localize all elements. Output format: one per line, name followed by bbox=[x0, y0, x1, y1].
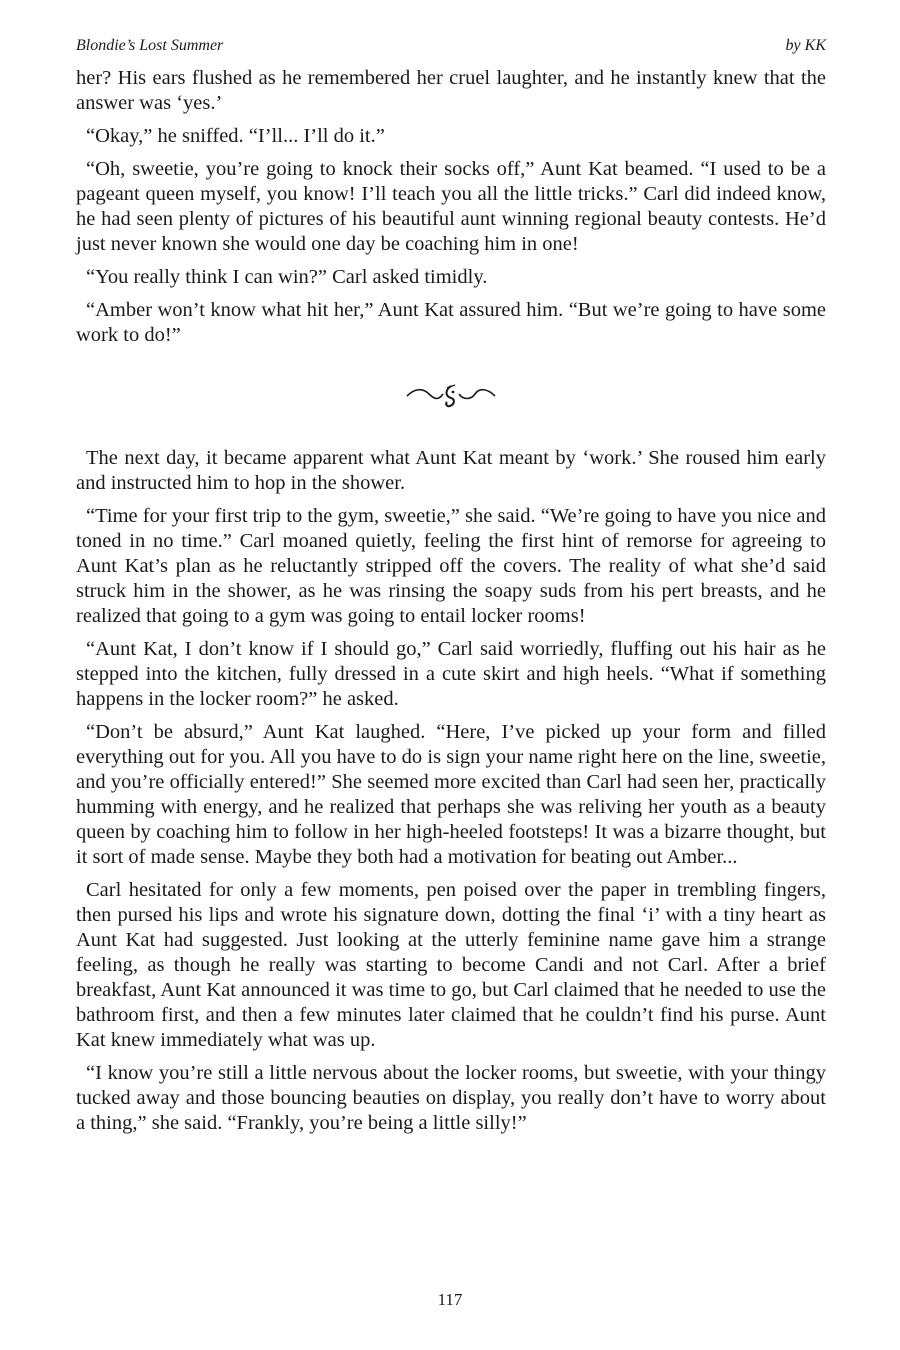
paragraph: Carl hesitated for only a few moments, pen poised over the paper in trembling fingers, then pursed his lips and wrote his signature down, dotting the final ‘i’ with a tiny heart as Aunt Kat had suggested. Just looking at the utterly feminine name gave him a strange feeling, as though he really was starting to become Candi and not Carl. After a brief breakfast, Aunt Kat announced it was time to go, but Carl claimed that he needed to use the bathroom first, and then a few minutes later claimed that he couldn’t find his purse. Aunt Kat knew immediately what was up. bbox=[76, 879, 826, 1051]
section-one bbox=[76, 66, 826, 348]
paragraph: The next day, it became apparent what Aunt Kat meant by ‘work.’ She roused him early and instructed him to hop in the shower. bbox=[76, 447, 826, 494]
book-title: Blondie’s Lost Summer bbox=[76, 37, 224, 54]
paragraph: “Amber won’t know what hit her,” Aunt Kat assured him. “But we’re going to have some work to do!” bbox=[76, 299, 826, 346]
paragraph: “You really think I can win?” Carl asked timidly. bbox=[86, 266, 488, 288]
running-header bbox=[76, 36, 826, 56]
paragraph: her? His ears flushed as he remembered her cruel laughter, and he instantly knew that the answer was ‘yes.’ bbox=[76, 67, 826, 114]
author-credit: by KK bbox=[785, 37, 826, 54]
paragraph: “I know you’re still a little nervous about the locker rooms, but sweetie, with your thingy tucked away and those bouncing beauties on display, you really don’t have to worry about a thing,” she said. “Frankly, you’re being a little silly!” bbox=[76, 1062, 826, 1134]
section-break-ornament bbox=[76, 382, 826, 410]
page-number: 117 bbox=[437, 1290, 463, 1309]
book-page bbox=[76, 36, 826, 1144]
paragraph: “Okay,” he sniffed. “I’ll... I’ll do it.” bbox=[86, 125, 385, 147]
paragraph: “Aunt Kat, I don’t know if I should go,” Carl said worriedly, fluffing out his hair as he stepped into the kitchen, fully dressed in a cute skirt and high heels. “What if something happens in the locker room?” he asked. bbox=[76, 638, 826, 710]
paragraph: “Time for your first trip to the gym, sweetie,” she said. “We’re going to have you nice and toned in no time.” Carl moaned quietly, feeling the first hint of remorse for agreeing to Aunt Kat’s plan as he reluctantly stripped off the covers. The reality of what she’d said struck him in the shower, as he was rinsing the soapy suds from his pert breasts, and he realized that going to a gym was going to entail locker rooms! bbox=[76, 505, 826, 627]
section-two bbox=[76, 446, 826, 1136]
paragraph: “Don’t be absurd,” Aunt Kat laughed. “Here, I’ve picked up your form and filled everything out for you. All you have to do is sign your name right here on the line, sweetie, and you’re officially entered!” She seemed more excited than Carl had seen her, practically humming with energy, and he realized that perhaps she was reliving her youth as a beauty queen by coaching him to follow in her high-heeled footsteps! It was a bizarre thought, but it sort of made sense. Maybe they both had a motivation for beating out Amber... bbox=[76, 721, 826, 868]
scroll-flourish-icon bbox=[405, 382, 497, 410]
paragraph: “Oh, sweetie, you’re going to knock their socks off,” Aunt Kat beamed. “I used to be a pageant queen myself, you know! I’ll teach you all the little tricks.” Carl did indeed know, he had seen plenty of pictures of his beautiful aunt winning regional beauty contests. He’d just never known she would one day be coaching him in one! bbox=[76, 158, 826, 255]
